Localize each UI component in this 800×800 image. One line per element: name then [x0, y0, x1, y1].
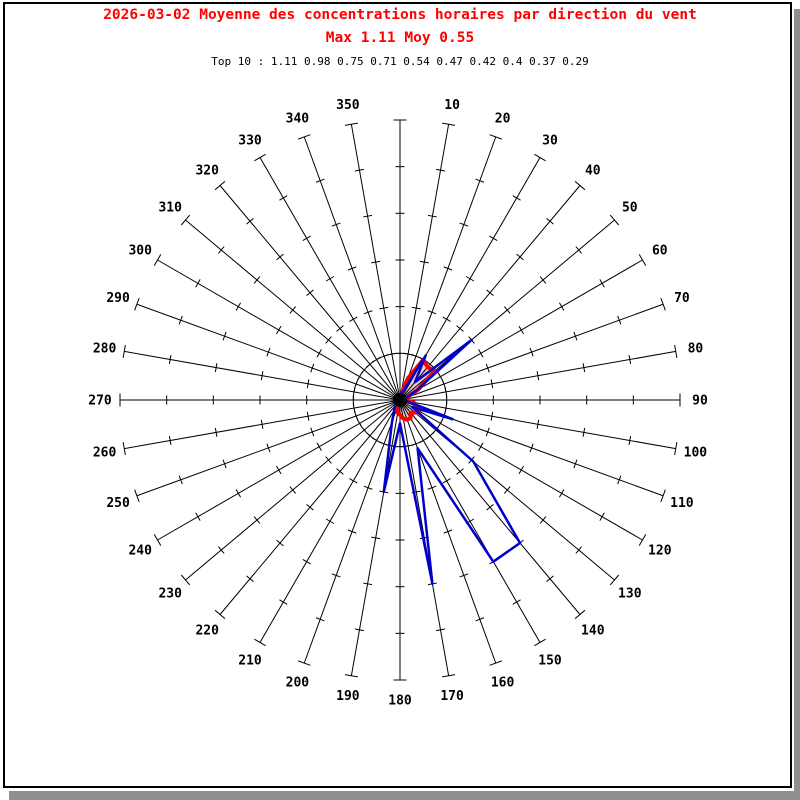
- direction-label-120: 120: [648, 543, 672, 559]
- direction-label-250: 250: [106, 496, 130, 512]
- spoke-tick-220: [337, 469, 344, 475]
- direction-label-170: 170: [440, 688, 464, 704]
- spoke-endcap-240: [154, 534, 161, 545]
- spoke-tick-310: [290, 307, 296, 314]
- spoke-tick-300: [196, 279, 201, 287]
- spoke-tick-330: [326, 276, 334, 281]
- spoke-tick-60: [479, 349, 484, 357]
- direction-label-190: 190: [336, 688, 360, 704]
- spoke-tick-310: [326, 337, 332, 344]
- chart-subtitle: Max 1.11 Moy 0.55: [325, 30, 475, 46]
- direction-label-40: 40: [584, 163, 601, 179]
- spoke-endcap-230: [181, 575, 189, 585]
- spoke-tick-320: [247, 218, 254, 224]
- spoke-tick-240: [357, 419, 362, 427]
- spoke-tick-210: [373, 438, 381, 443]
- chart-top10-stats: Top 10 : 1.11 0.98 0.75 0.71 0.54 0.47 0.42 0.4 0.37 0.29: [211, 55, 589, 68]
- spoke-tick-150: [443, 479, 451, 484]
- spoke-tick-30: [513, 196, 521, 201]
- spoke-endcap-150: [534, 639, 545, 646]
- direction-label-90: 90: [692, 393, 708, 409]
- spoke-endcap-140: [575, 610, 585, 618]
- spoke-tick-140: [487, 504, 494, 510]
- spoke-tick-60: [519, 326, 524, 334]
- direction-label-20: 20: [494, 111, 511, 127]
- direction-label-220: 220: [195, 623, 219, 639]
- spoke-tick-130: [576, 547, 582, 554]
- spoke-tick-330: [373, 357, 381, 362]
- spoke-tick-240: [196, 513, 201, 521]
- direction-label-180: 180: [388, 693, 412, 709]
- direction-label-50: 50: [621, 200, 638, 216]
- spoke-tick-50: [504, 307, 510, 314]
- direction-label-350: 350: [336, 98, 360, 114]
- spoke-tick-60: [600, 279, 605, 287]
- direction-label-230: 230: [158, 586, 182, 602]
- spoke-tick-300: [276, 326, 281, 334]
- direction-label-30: 30: [542, 133, 558, 149]
- spoke-endcap-220: [215, 610, 225, 618]
- spoke-endcap-60: [639, 254, 646, 265]
- spoke-tick-220: [367, 433, 374, 439]
- spoke-tick-150: [513, 600, 521, 605]
- spoke-tick-230: [218, 547, 224, 554]
- spoke-tick-30: [466, 276, 474, 281]
- spoke-tick-50: [540, 277, 546, 284]
- spoke-tick-120: [519, 466, 524, 474]
- chart-title: 2026-03-02 Moyenne des concentrations horaires par direction du vent: [103, 7, 697, 23]
- spoke-tick-310: [254, 277, 260, 284]
- center-dot: [393, 393, 407, 407]
- direction-label-270: 270: [88, 393, 112, 409]
- spoke-tick-300: [236, 303, 241, 311]
- direction-label-320: 320: [195, 163, 219, 179]
- spoke-tick-240: [276, 466, 281, 474]
- direction-label-70: 70: [674, 290, 690, 306]
- spoke-endcap-290: [135, 298, 139, 310]
- spoke-endcap-120: [639, 534, 646, 545]
- spoke-endcap-110: [661, 490, 665, 502]
- direction-label-200: 200: [285, 675, 310, 691]
- spoke-endcap-30: [534, 154, 545, 161]
- spoke-endcap-50: [610, 215, 618, 225]
- spoke-endcap-310: [181, 215, 189, 225]
- direction-label-210: 210: [238, 653, 262, 669]
- direction-label-260: 260: [92, 445, 117, 461]
- spoke-tick-140: [427, 433, 434, 439]
- spoke-tick-240: [317, 443, 322, 451]
- spoke-tick-230: [361, 427, 367, 434]
- spoke-tick-140: [547, 576, 554, 582]
- spoke-tick-60: [438, 373, 443, 381]
- spoke-tick-40: [487, 290, 494, 296]
- direction-label-150: 150: [538, 653, 562, 669]
- direction-label-160: 160: [490, 675, 515, 691]
- spoke-tick-320: [277, 254, 284, 260]
- spoke-tick-220: [307, 504, 314, 510]
- spoke-tick-220: [277, 540, 284, 546]
- spoke-tick-320: [337, 326, 344, 332]
- spoke-tick-210: [349, 479, 357, 484]
- spoke-tick-210: [279, 600, 287, 605]
- spoke-endcap-340: [298, 135, 310, 139]
- spoke-tick-30: [489, 236, 497, 241]
- direction-label-290: 290: [106, 290, 130, 306]
- spoke-endcap-250: [135, 490, 139, 502]
- direction-label-280: 280: [92, 341, 117, 357]
- direction-label-110: 110: [670, 496, 694, 512]
- spoke-endcap-320: [215, 181, 225, 189]
- direction-label-300: 300: [128, 243, 152, 259]
- spoke-tick-320: [307, 290, 314, 296]
- spoke-endcap-200: [298, 661, 310, 665]
- spoke-tick-40: [517, 254, 524, 260]
- spoke-tick-300: [317, 349, 322, 357]
- spoke-tick-40: [457, 326, 464, 332]
- spoke-tick-210: [303, 559, 311, 564]
- spoke-tick-150: [419, 438, 427, 443]
- direction-label-340: 340: [285, 111, 310, 127]
- spoke-tick-230: [254, 517, 260, 524]
- spoke-endcap-160: [490, 661, 502, 665]
- spoke-tick-50: [576, 247, 582, 254]
- spoke-tick-120: [438, 419, 443, 427]
- direction-label-330: 330: [238, 133, 262, 149]
- direction-label-140: 140: [581, 623, 605, 639]
- spoke-tick-30: [443, 317, 451, 322]
- direction-label-240: 240: [128, 543, 152, 559]
- spoke-tick-120: [559, 489, 564, 497]
- direction-label-10: 10: [444, 98, 460, 114]
- direction-label-80: 80: [687, 341, 704, 357]
- spoke-endcap-300: [154, 254, 161, 265]
- spoke-endcap-70: [661, 298, 665, 310]
- direction-label-310: 310: [158, 200, 182, 216]
- spoke-endcap-330: [254, 154, 265, 161]
- spoke-tick-310: [218, 247, 224, 254]
- spoke-tick-120: [600, 513, 605, 521]
- direction-label-100: 100: [683, 445, 708, 461]
- spoke-tick-40: [547, 218, 554, 224]
- spoke-tick-140: [457, 469, 464, 475]
- spoke-tick-330: [349, 317, 357, 322]
- spoke-tick-130: [540, 517, 546, 524]
- spoke-tick-330: [303, 236, 311, 241]
- spoke-tick-230: [326, 457, 332, 464]
- spoke-tick-210: [326, 519, 334, 524]
- spoke-tick-320: [367, 361, 374, 367]
- spoke-tick-130: [504, 487, 510, 494]
- spoke-tick-120: [479, 443, 484, 451]
- spoke-tick-330: [279, 196, 287, 201]
- spoke-endcap-130: [610, 575, 618, 585]
- spoke-endcap-20: [490, 135, 502, 139]
- spoke-tick-300: [357, 373, 362, 381]
- spoke-tick-230: [290, 487, 296, 494]
- spoke-tick-60: [559, 303, 564, 311]
- spoke-endcap-40: [575, 181, 585, 189]
- spoke-tick-220: [247, 576, 254, 582]
- direction-label-60: 60: [651, 243, 668, 259]
- spoke-tick-310: [361, 367, 367, 374]
- spoke-endcap-210: [254, 639, 265, 646]
- spoke-tick-240: [236, 489, 241, 497]
- direction-label-130: 130: [618, 586, 642, 602]
